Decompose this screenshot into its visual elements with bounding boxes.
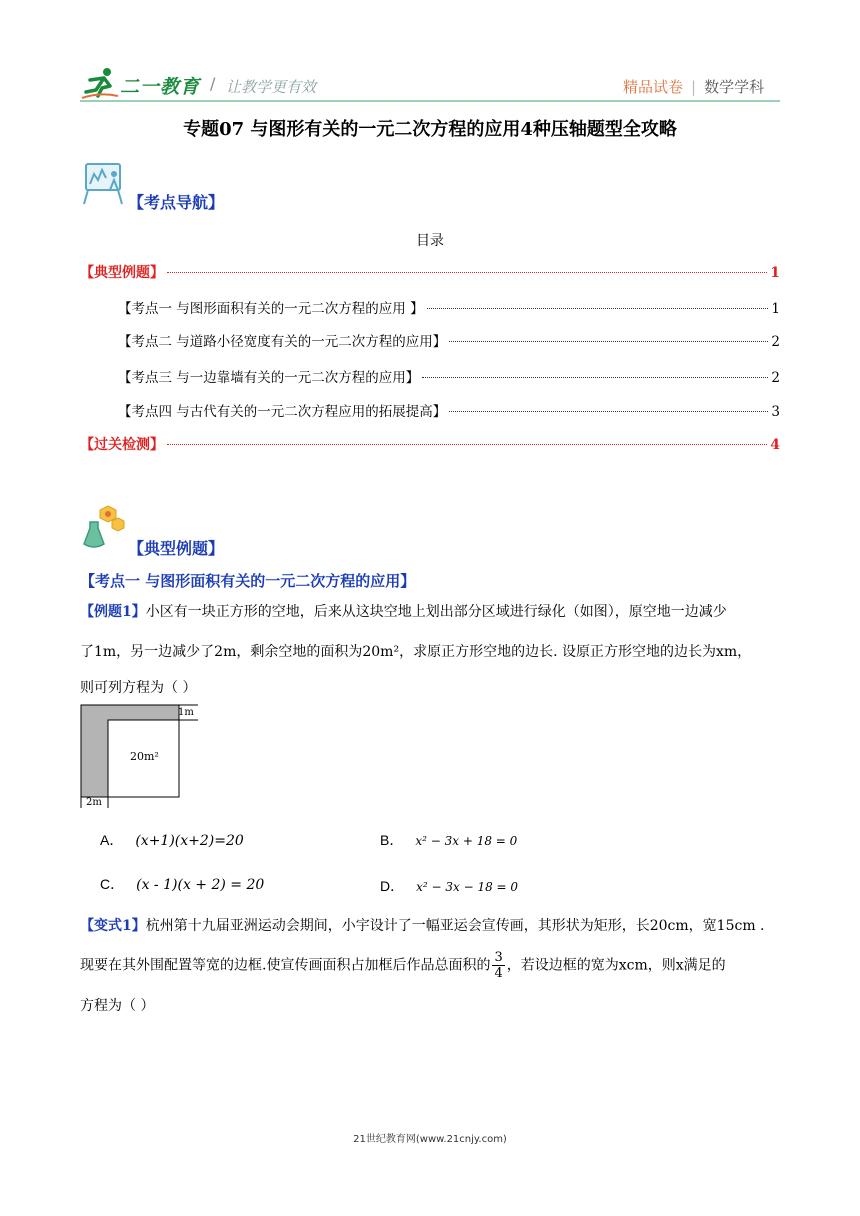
- toc-page: 1: [770, 265, 780, 281]
- option-b[interactable]: [380, 830, 517, 850]
- logo-divider: /: [210, 74, 216, 93]
- toc-leader: [427, 308, 769, 309]
- kaodian1-heading: 【考点一 与图形面积有关的一元二次方程的应用】: [80, 572, 416, 590]
- toc-label: 【考点四 与古代有关的一元二次方程应用的拓展提高】: [118, 404, 447, 420]
- toc-label: 【考点二 与道路小径宽度有关的一元二次方程的应用】: [118, 334, 447, 350]
- toc-page: 4: [770, 437, 780, 453]
- fraction-denominator: 4: [494, 966, 503, 981]
- toc-label: 【典型例题】: [80, 265, 164, 281]
- toc-item-kaodian3[interactable]: [118, 366, 780, 386]
- toc-page: 3: [771, 404, 780, 420]
- option-d-label: D．: [380, 878, 405, 894]
- option-a[interactable]: [100, 830, 244, 850]
- option-a-label: A．: [100, 832, 124, 848]
- example1-line1: [80, 598, 780, 626]
- fraction-numerator: 3: [494, 950, 503, 965]
- variant1-text-1: 杭州第十九届亚洲运动会期间，小宇设计了一幅亚运会宣传画，其形状为矩形，长20cm，宽15cm .: [145, 918, 765, 934]
- option-c-label: C．: [100, 876, 125, 892]
- option-d[interactable]: [380, 876, 518, 896]
- toc-label: 【考点一 与图形面积有关的一元二次方程的应用 】: [118, 301, 424, 317]
- variant1-line2: [80, 950, 785, 981]
- example1-text-1: 小区有一块正方形的空地，后来从这块空地上划出部分区域进行绿化（如图），原空地一边减少: [145, 604, 727, 620]
- toc-item-kaodian2[interactable]: [118, 330, 780, 350]
- example1-line2: 了1m，另一边减少了2m，剩余空地的面积为20m²，求原正方形空地的边长. 设原正方形空地的边长为xm，: [80, 644, 752, 660]
- toc-leader: [449, 411, 768, 412]
- header-meta: [623, 76, 764, 97]
- toc-page: 2: [771, 334, 780, 350]
- variant1-text-2b: ，若设边框的宽为xcm，则x满足的: [506, 957, 726, 974]
- logo-slogan: 让教学更有效: [226, 78, 317, 96]
- logo-runner-icon: [80, 66, 120, 100]
- toc-item-test[interactable]: [80, 434, 780, 454]
- toc-item-examples[interactable]: [80, 262, 780, 282]
- header-separator: |: [691, 78, 697, 96]
- fraction-three-quarters: [492, 950, 504, 981]
- option-b-label: B．: [380, 832, 404, 848]
- option-b-text: x² − 3x + 18 = 0: [415, 834, 518, 848]
- toc-item-kaodian4[interactable]: [118, 400, 780, 420]
- nav-heading: 【考点导航】: [128, 193, 225, 212]
- toc-leader: [167, 272, 767, 273]
- toc-page: 2: [771, 370, 780, 386]
- option-d-text: x² − 3x − 18 = 0: [416, 880, 519, 894]
- document-title: 专题07 与图形有关的一元二次方程的应用4种压轴题型全攻略: [183, 119, 677, 140]
- option-a-text: (x+1)(x+2)=20: [135, 833, 244, 849]
- toc-leader: [449, 341, 768, 342]
- flask-icon: [80, 504, 126, 550]
- toc-leader: [422, 377, 768, 378]
- variant1-text-2a: 现要在其外围配置等宽的边框.使宣传画面积占加框后作品总面积的: [80, 957, 491, 974]
- figure-label-2m: 2m: [86, 797, 102, 808]
- examples-heading: 【典型例题】: [128, 539, 225, 558]
- page-footer: 21世纪教育网(www.21cnjy.com): [353, 1134, 507, 1145]
- example1-tag: 【例题1】: [80, 604, 146, 620]
- variant1-tag: 【变式1】: [80, 918, 146, 934]
- teacher-board-icon: [80, 160, 126, 206]
- option-c-text: (x - 1)(x + 2) = 20: [136, 877, 265, 893]
- toc-page: 1: [771, 301, 780, 317]
- header-tag: 精品试卷: [623, 78, 684, 96]
- figure-label-1m: 1m: [178, 707, 194, 718]
- logo-text: 二一教育: [120, 76, 201, 98]
- toc-label: 【考点三 与一边靠墙有关的一元二次方程的应用】: [118, 370, 420, 386]
- header-subject: 数学学科: [704, 78, 765, 96]
- toc-item-kaodian1[interactable]: [118, 297, 780, 317]
- variant1-line3: 方程为（ ）: [80, 998, 155, 1014]
- variant1-line1: [80, 912, 785, 940]
- header-rule: [80, 100, 780, 102]
- example1-line3: 则可列方程为（ ）: [80, 680, 197, 696]
- figure-label-area: 20m²: [130, 750, 159, 763]
- toc-title: 目录: [416, 233, 444, 249]
- toc-label: 【过关检测】: [80, 437, 164, 453]
- toc-leader: [167, 444, 767, 445]
- option-c[interactable]: [100, 874, 264, 894]
